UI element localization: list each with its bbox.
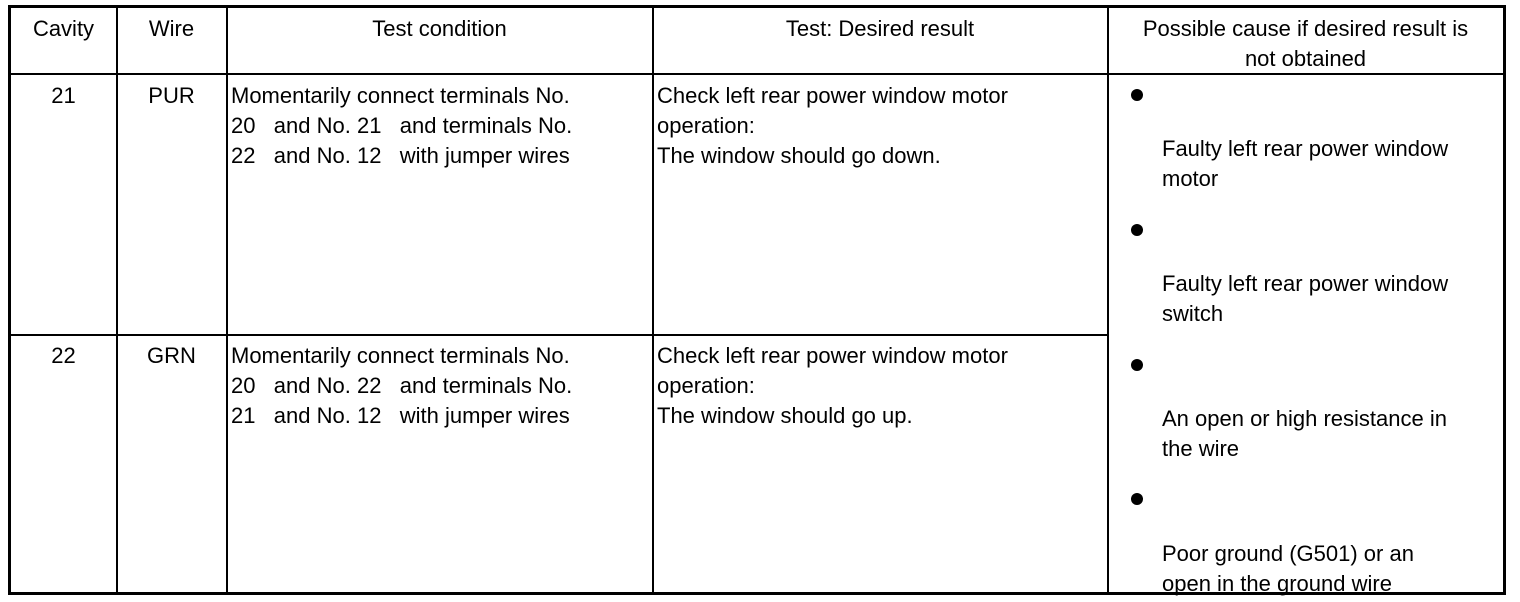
bullet-icon: [1131, 89, 1143, 101]
bullet-icon: [1131, 224, 1143, 236]
row-1-test-condition: Momentarily connect terminals No. 20 and No. 21 and terminals No. 22 and No. 12 with jumper wires: [231, 83, 573, 168]
diagnostic-table: [8, 5, 1506, 595]
row-2-test-condition: Momentarily connect terminals No. 20 and No. 22 and terminals No. 21 and No. 12 with jumper wires: [231, 343, 573, 428]
header-cavity: Cavity: [32, 16, 95, 41]
row-1-cavity: 21: [51, 83, 76, 108]
cause-item: Poor ground (G501) or an open in the ground wire: [1162, 541, 1414, 596]
column-divider: [652, 8, 654, 592]
column-divider: [226, 8, 228, 592]
row-2-desired-result: Check left rear power window motor operation: The window should go up.: [657, 343, 1008, 428]
bullet-icon: [1131, 359, 1143, 371]
header-desired-result: Test: Desired result: [785, 16, 975, 41]
cause-item: Faulty left rear power window motor: [1162, 136, 1449, 191]
column-divider: [1107, 8, 1109, 592]
cause-item: Faulty left rear power window switch: [1162, 271, 1449, 326]
row-divider: [11, 334, 1108, 336]
header-possible-cause: Possible cause if desired result is not obtained: [1142, 16, 1469, 71]
header-wire: Wire: [148, 16, 195, 41]
row-2-cavity: 22: [51, 343, 76, 368]
bullet-icon: [1131, 493, 1143, 505]
row-1-wire: PUR: [148, 83, 195, 108]
row-1-desired-result: Check left rear power window motor operation: The window should go down.: [657, 83, 1008, 168]
header-test-condition: Test condition: [372, 16, 507, 41]
cause-item: An open or high resistance in the wire: [1162, 406, 1447, 461]
row-2-wire: GRN: [147, 343, 196, 368]
